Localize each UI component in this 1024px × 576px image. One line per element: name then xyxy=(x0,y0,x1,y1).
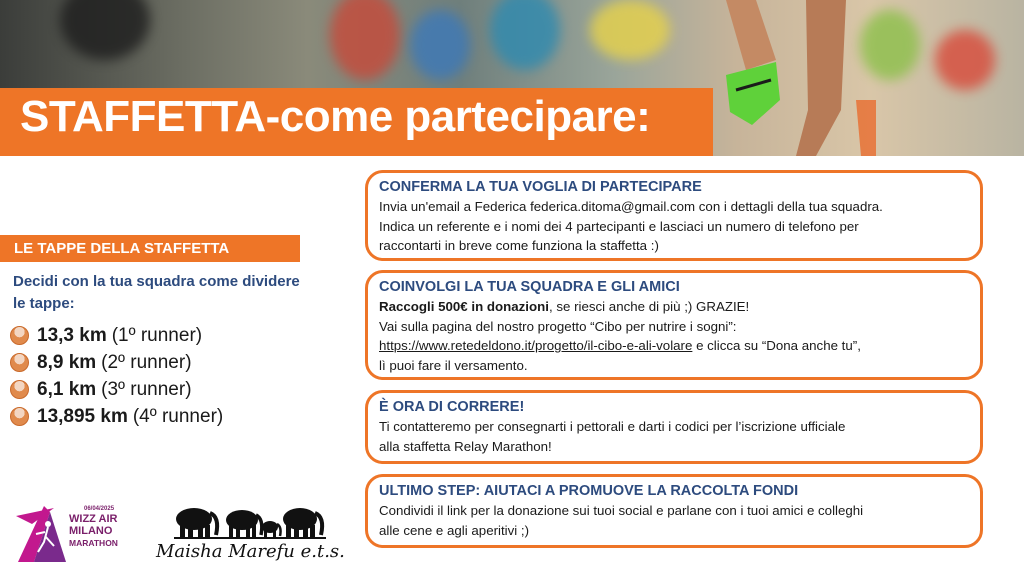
wizz-event: MARATHON xyxy=(69,538,118,548)
leg-runner: (3º runner) xyxy=(101,378,192,400)
donation-goal: Raccogli 500€ in donazioni xyxy=(379,299,549,314)
leg-runner: (4º runner) xyxy=(132,405,224,427)
bullet-icon xyxy=(10,353,29,372)
leg-runner: (1º runner) xyxy=(111,324,203,346)
step-card-involve xyxy=(365,270,983,380)
stages-heading: LE TAPPE DELLA STAFFETTA xyxy=(14,240,230,257)
bullet-icon xyxy=(10,326,29,345)
wizz-name: WIZZ AIR xyxy=(69,513,118,525)
wizz-date: 06/04/2025 xyxy=(84,506,115,512)
list-item xyxy=(10,376,223,403)
step-card-run xyxy=(365,390,983,464)
step-text: alla staffetta Relay Marathon! xyxy=(379,438,552,454)
step-text: Indica un referente e i nomi dei 4 partecipanti e lasciaci un numero di telefono per xyxy=(379,218,859,234)
step-text xyxy=(379,297,970,317)
leg-distance: 6,1 km xyxy=(37,378,97,400)
step-title: COINVOLGI LA TUA SQUADRA E GLI AMICI xyxy=(379,279,680,295)
leg-distance: 8,9 km xyxy=(37,351,97,373)
step-text: Vai sulla pagina del nostro progetto “Cibo per nutrire i sogni”: xyxy=(379,318,737,334)
step-text-rest: e clicca su “Dona anche tu”, xyxy=(692,338,861,353)
step-text-rest: , se riesci anche di più ;) GRAZIE! xyxy=(548,299,750,314)
step-text xyxy=(379,336,970,356)
step-card-promote xyxy=(365,474,983,548)
stages-heading-band xyxy=(0,235,300,262)
step-title: ULTIMO STEP: AIUTACI A PROMUOVE LA RACCOLTA FONDI xyxy=(379,483,799,499)
stages-subtitle: Decidi con la tua squadra come dividere le tappe: xyxy=(13,273,300,312)
step-text: lì puoi fare il versamento. xyxy=(379,357,528,373)
page-title: STAFFETTA-come partecipare: xyxy=(20,92,651,141)
runner-legs-image xyxy=(716,0,876,156)
step-title: È ORA DI CORRERE! xyxy=(379,399,525,415)
step-text: Ti contatteremo per consegnarti i pettorali e darti i codici per l’iscrizione ufficiale xyxy=(379,419,846,434)
list-item xyxy=(10,403,223,430)
leg-distance: 13,3 km xyxy=(37,324,107,346)
donation-link[interactable]: https://www.retedeldono.it/progetto/il-cibo-e-ali-volare xyxy=(379,338,693,353)
step-text: raccontarti in breve come funziona la staffetta :) xyxy=(379,238,659,253)
list-item xyxy=(10,322,223,349)
step-card-confirm xyxy=(365,170,983,261)
list-item xyxy=(10,349,223,376)
leg-runner: (2º runner) xyxy=(101,351,192,373)
leg-distance: 13,895 km xyxy=(37,405,128,427)
step-text: Invia un'email a Federica federica.ditoma@gmail.com con i dettagli della tua squadra. xyxy=(379,199,883,214)
wizz-city: MILANO xyxy=(69,525,113,537)
maisha-marefu-name: Maisha Marefu e.t.s. xyxy=(156,541,345,562)
stage-list xyxy=(10,322,223,430)
bullet-icon xyxy=(10,380,29,399)
step-title: CONFERMA LA TUA VOGLIA DI PARTECIPARE xyxy=(379,179,702,195)
step-text: alle cene e agli aperitivi ;) xyxy=(379,522,530,538)
bullet-icon xyxy=(10,407,29,426)
step-text: Condividi il link per la donazione sui tuoi social e parlane con i tuoi amici e colleghi xyxy=(379,503,864,518)
